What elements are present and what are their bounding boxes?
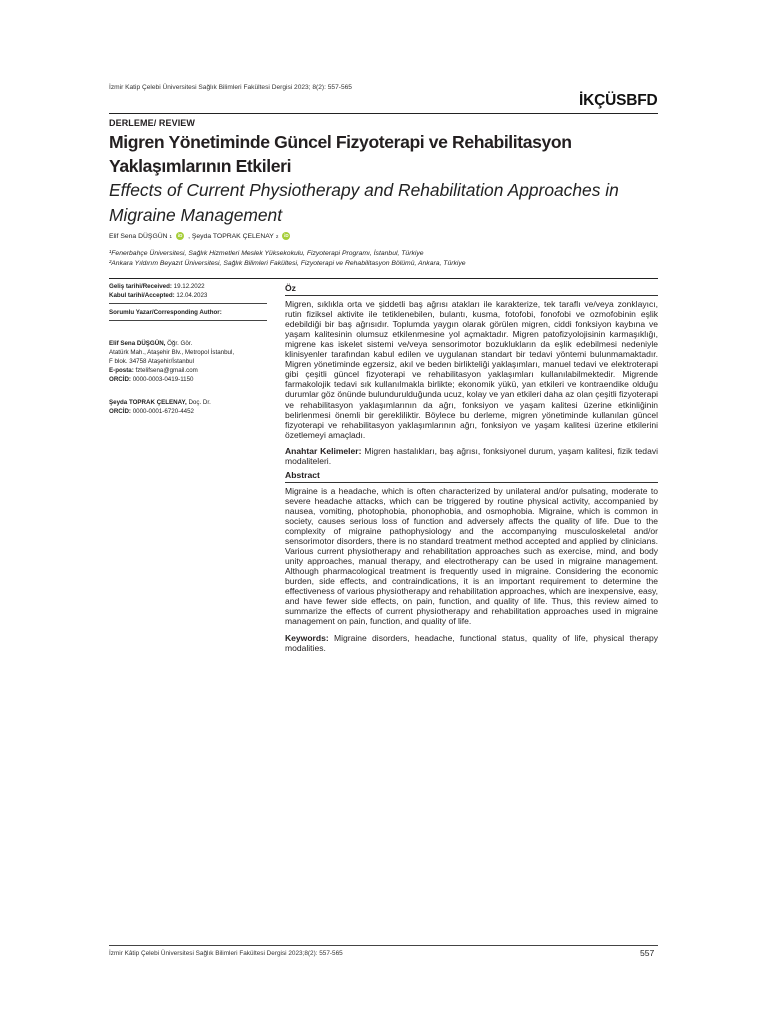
- received-value: 19.12.2022: [171, 283, 205, 290]
- abstract-keywords-label: Keywords:: [285, 632, 329, 643]
- orcid-icon[interactable]: iD: [284, 233, 289, 238]
- journal-citation: İzmir Katip Çelebi Üniversitesi Sağlık Bilimleri Fakültesi Dergisi 2023; 8(2): 557-565: [109, 84, 352, 91]
- orcid-row-2: [109, 407, 267, 416]
- orcid-row-1: [109, 375, 267, 384]
- accepted-date: [109, 291, 267, 300]
- footer-divider: [109, 945, 658, 946]
- accepted-label: Kabul tarihi/Accepted:: [109, 292, 175, 299]
- abstract-heading: Abstract: [285, 470, 658, 483]
- abstract-keywords: [285, 633, 658, 653]
- email-row: [109, 366, 267, 375]
- journal-logo: İKÇÜSBFD: [579, 92, 658, 109]
- author-2-title: Doç. Dr.: [186, 399, 211, 406]
- abstract-keywords-value: Migraine disorders, headache, functional status, quality of life, physical therapy modalities.: [285, 632, 658, 653]
- oz-text: Migren, sıklıkla orta ve şiddetli baş ağrısı atakları ile karakterize, tek taraflı ve/veya zonklayıcı, rutin fiziksel aktivite ile tetiklenebilen, bulantı, kusma, fotofobi, fonofobi ve ozmofobinin eşlik edebildiği bir baş ağrısıdır. Toplumda yaygın olarak görülen migren, ciddi fonksiyon kaybına ve yaşam kalitesinin olumsuz etkilenmesine yol açmaktadır. Migren patofizyolojisinin karmaşıklığı, migrene kas iskelet sistemi ve/veya sensorimotor bozuklukların da eşlik edebilmesi nedeniyle klinisyenler tarafından kabul edilen ve uygulanan standart bir tedavi yöntemi bulunmamaktadır. Migren yönetiminde egzersiz, akıl ve beden birlikteliği yaklaşımları, manuel tedavi ve elektroterapi gibi çeşitli güncel fizyoterapi ve rehabilitasyon yaklaşımları kullanılabilmektedir. Migrende farmakolojik tedavi sık kullanılmakla birlikte; ekonomik yükü, yan etkileri ve kontraendike olduğu durumlar göz önünde bulundurulduğunda ucuz, kolay ve yan etkileri daha az olan çeşitli fizyoterapi ve rehabilitasyon yaklaşımlarının da ağrı, fonksiyon ve yaşam kalitesi üzerine etkinliğinin belirlenmesi önemli bir gerekliliktir. Böylece bu derleme, migren yönetiminde kullanılan güncel fizyoterapi ve rehabilitasyon yaklaşımlarının ağrı, fonksiyon ve yaşam kalitesi üzerine etkilerini özetlemeyi amaçladı.: [285, 299, 658, 440]
- orcid-label: ORCİD:: [109, 376, 131, 383]
- oz-heading: Öz: [285, 283, 658, 296]
- corresponding-label: Sorumlu Yazar/Corresponding Author:: [109, 309, 222, 316]
- footer-citation: İzmir Kâtip Çelebi Üniversitesi Sağlık Bilimleri Fakültesi Dergisi 2023;8(2): 557-565: [109, 950, 343, 957]
- accepted-value: 12.04.2023: [174, 292, 208, 299]
- affiliation-divider: [109, 278, 658, 279]
- author-1-title: Öğr. Gör.: [165, 340, 193, 347]
- author-2-affil: 2: [275, 233, 279, 239]
- received-label: Geliş tarihi/Received:: [109, 283, 172, 290]
- author-1-affil: 1: [169, 233, 173, 239]
- orcid-value[interactable]: 0000-0001-6720-4452: [131, 408, 194, 415]
- affiliation-2: ²Ankara Yıldırım Beyazıt Üniversitesi, Sağlık Bilimleri Fakültesi, Fizyoterapi ve Rehabilitasyon Bölümü, Ankara, Türkiye: [109, 260, 466, 267]
- email-value[interactable]: fztelifsena@gmail.com: [133, 367, 198, 374]
- email-label: E-posta:: [109, 367, 134, 374]
- author-line: [109, 232, 292, 240]
- article-type: DERLEME/ REVIEW: [109, 118, 196, 128]
- author-2-name: Şeyda TOPRAK ÇELENAY,: [109, 399, 187, 406]
- address-line-2: F blok. 34758 Ataşehir/İstanbul: [109, 358, 194, 365]
- header-divider: [109, 113, 658, 114]
- affiliation-1: ¹Fenerbahçe Üniversitesi, Sağlık Hizmetleri Meslek Yüksekokulu, Fizyoterapi Programı, İstanbul, Türkiye: [109, 250, 424, 257]
- second-author: [109, 398, 267, 407]
- author-1-name: Elif Sena DÜŞGÜN,: [109, 340, 166, 347]
- author-2: , Şeyda TOPRAK ÇELENAY: [188, 232, 274, 240]
- orcid-label: ORCİD:: [109, 408, 131, 415]
- article-info-sidebar: [109, 282, 267, 416]
- sidebar-divider: [109, 303, 267, 304]
- abstract-column: [285, 283, 658, 657]
- received-date: [109, 282, 267, 291]
- oz-keywords: [285, 446, 658, 466]
- oz-keywords-value: Migren hastalıkları, baş ağrısı, fonksiyonel durum, yaşam kalitesi, fizik tedavi modaliteleri.: [285, 445, 658, 466]
- corresponding-author: [109, 339, 267, 348]
- author-1: Elif Sena DÜŞGÜN: [109, 232, 168, 240]
- orcid-icon[interactable]: iD: [177, 233, 183, 238]
- oz-keywords-label: Anahtar Kelimeler:: [285, 445, 362, 456]
- title-english: Effects of Current Physiotherapy and Rehabilitation Approaches in Migraine Management: [109, 180, 619, 225]
- sidebar-divider: [109, 320, 267, 321]
- address-line-1: Atatürk Mah., Ataşehir Blv., Metropol İstanbul,: [109, 349, 235, 356]
- title-turkish: Migren Yönetiminde Güncel Fizyoterapi ve Rehabilitasyon Yaklaşımlarının Etkileri: [109, 132, 572, 176]
- orcid-value[interactable]: 0000-0003-0419-1150: [131, 376, 194, 383]
- page-number: 557: [640, 948, 655, 958]
- abstract-text: Migraine is a headache, which is often characterized by unilateral and/or pulsating, moderate to severe headache attacks, which can be triggered by routine physical activity, accompanied by nausea, vomiting, photophobia, phonophobia, and osmophobia. Migraine, which is common in society, causes serious loss of function and adversely affects the quality of life. Due to the complexity of migraine pathophysiology and the accompanying musculoskeletal and/or sensorimotor disorders, there is no standard treatment method accepted and applied by clinicians. Various current physiotherapy and rehabilitation approaches such as exercise, mind, and body unity approaches, manual therapy, and electrotherapy can be used in migraine management. Although pharmacological treatment is frequently used in migraine. Considering the economic burden, side effects, and contraindications, it is an important requirement to determine the effectiveness of various physiotherapy and rehabilitation approaches, which are inexpensive, easy, and have fewer side effects, on pain, function, and quality of life. Thus, this review aimed to summarize the effects of current physiotherapy and rehabilitation approaches used in migraine management on pain, function, and quality of life.: [285, 485, 658, 627]
